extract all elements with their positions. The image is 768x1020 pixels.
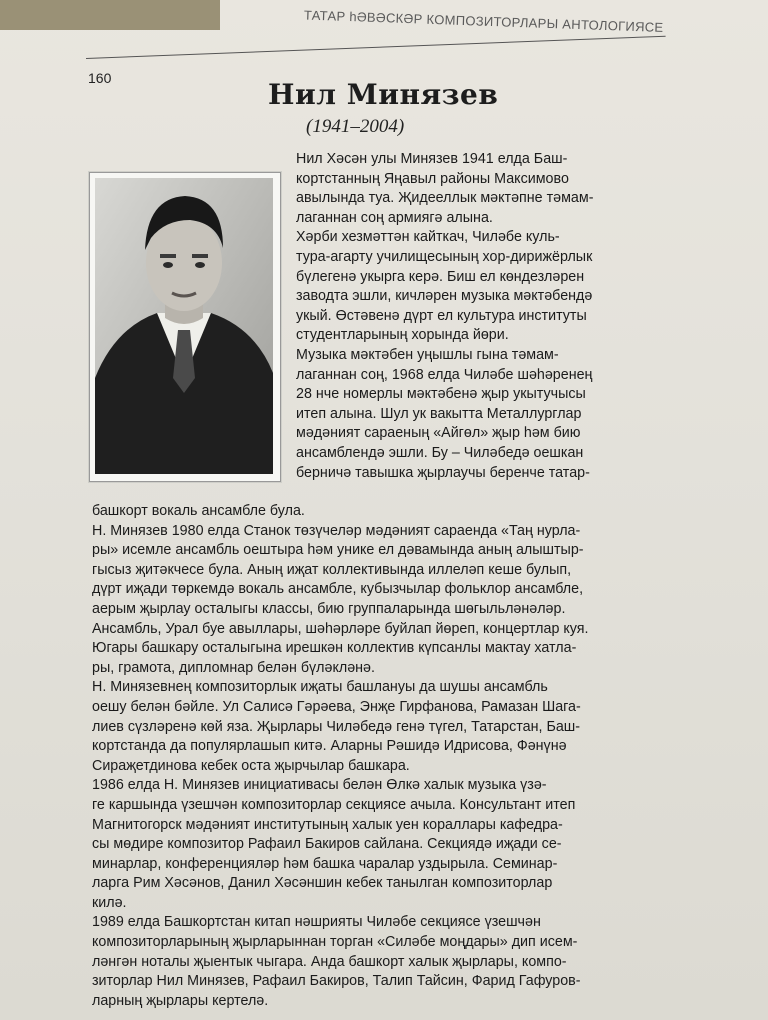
text-line: Ансамбль, Урал буе авыллары, шәһәрләре буйлап йөреп, концертлар куя. bbox=[92, 620, 589, 637]
text-line: Хәрби хезмәттән кайткач, Чиләбе куль- bbox=[296, 229, 560, 246]
text-line: лаганнан соң армиягә алына. bbox=[296, 209, 493, 226]
text-line: авылында туа. Җидееллык мәктәпне тәмам- bbox=[296, 190, 594, 207]
text-line: сы мөдире композитор Рафаил Бакиров сайлана. Секциядә иҗади се- bbox=[92, 836, 562, 853]
text-line: ларның җырлары кертелә. bbox=[92, 992, 269, 1009]
text-line: итеп алына. Шул ук вакытта Металлурглар bbox=[296, 405, 582, 422]
paragraph-block-right bbox=[296, 150, 593, 483]
text-line: килә. bbox=[92, 894, 127, 911]
text-line: ры» исемле ансамбль оештыра һәм уникe ел дәвамында аның алыштыр- bbox=[92, 542, 584, 559]
text-line: студентларының хорында йөри. bbox=[296, 327, 509, 344]
text-line: кортстанда да популярлашып китә. Аларны Рәшидә Идрисова, Фәнүнә bbox=[92, 738, 567, 755]
text-line: ләнгән ноталы җыентык чыгара. Анда башкорт халык җырлары, компо- bbox=[92, 953, 567, 970]
text-line: Музыка мәктәбен уңышлы гына тәмам- bbox=[296, 346, 559, 363]
text-line: лаганнан соң, 1968 елда Чиләбе шәһәренең bbox=[296, 366, 593, 383]
text-line: бүлегенә укырга керә. Биш ел көндезләрен bbox=[296, 268, 585, 285]
text-line: минарлар, конференцияләр һәм башка чаралар уздырыла. Семинар- bbox=[92, 855, 558, 872]
text-line: ге каршында үзешчән композиторлар секциясе ачыла. Консультант итеп bbox=[92, 796, 576, 813]
text-line: ларга Рим Хәсәнов, Данил Хәсәншин кебек танылган композиторлар bbox=[92, 875, 553, 892]
text-line: мәдәният сараеның «Айгөл» җыр һәм бию bbox=[296, 425, 581, 442]
text-line: композиторларының җырларыннан торган «Силәбе моңдары» дип исем- bbox=[92, 934, 578, 951]
text-line: 1986 елда Н. Минязев инициативасы белән Өлкә халык музыка үзә- bbox=[92, 777, 547, 794]
text-line: башкорт вокаль ансамбле була. bbox=[92, 503, 305, 519]
text-line: 28 нче номерлы мәктәбенә җыр укытучысы bbox=[296, 386, 586, 403]
text-line: Н. Минязев 1980 елда Станок төзүчеләр мәдәният сараенда «Таң нурла- bbox=[92, 522, 581, 539]
text-line: Сираҗетдинова кебек оста җырчылар башкара. bbox=[92, 757, 410, 774]
text-line: зиторлар Нил Минязев, Рафаил Бакиров, Талип Тайсин, Фарид Гафуров- bbox=[92, 973, 581, 990]
text-line: Югары башкару осталыгына ирешкән коллектив күпсанлы мактау хатла- bbox=[92, 640, 577, 657]
text-line: заводта эшли, кичләрен музыка мәктәбендә bbox=[296, 288, 593, 305]
paragraph-block-full bbox=[92, 502, 589, 1011]
text-line: берничә тавышка җырлаучы беренче татар- bbox=[296, 464, 590, 481]
table-background bbox=[0, 0, 220, 30]
text-line: укый. Өстәвенә дүрт ел культура институты bbox=[296, 307, 587, 324]
page-title: Нил Минязев bbox=[268, 78, 499, 111]
text-line: оешу белән бәйле. Ул Салисә Гәрәева, Энҗе Гирфанова, Рамазан Шага- bbox=[92, 698, 581, 715]
text-line: Н. Минязевнең композиторлык иҗаты башлануы да шушы ансамбль bbox=[92, 679, 548, 696]
running-head: ТАТАР һӘВӘСКӘР КОМПОЗИТОРЛАРЫ АНТОЛОГИЯСЕ bbox=[303, 7, 664, 35]
text-line: гысыз җитәкчесе була. Аның иҗат коллективында иллеләп кеше булып, bbox=[92, 561, 572, 578]
text-line: Нил Хәсән улы Минязев 1941 елда Баш- bbox=[296, 151, 568, 167]
text-line: Магнитогорск мәдәният институтының халык уен кораллары кафедра- bbox=[92, 816, 563, 833]
header-rule bbox=[86, 36, 666, 59]
portrait-photo bbox=[89, 172, 281, 482]
text-line: лиев сүзләренә көй яза. Җырлары Чиләбедә генә түгел, Татарстан, Баш- bbox=[92, 718, 581, 735]
text-line: дүрт иҗади төркемдә вокаль ансамбле, кубызчылар фольклор ансамбле, bbox=[92, 581, 584, 598]
text-line: 1989 елда Башкортстан китап нәшрияты Чиләбе секциясе үзешчән bbox=[92, 914, 541, 931]
text-line: ансамблендә эшли. Бу – Чиләбедә оешкан bbox=[296, 444, 584, 461]
portrait-photo-icon bbox=[95, 178, 273, 474]
life-dates: (1941–2004) bbox=[306, 116, 405, 137]
page-number: 160 bbox=[88, 70, 112, 86]
text-line: аерым җырлау осталыгы классы, бию группаларында шөгыльләнәләр. bbox=[92, 600, 566, 617]
text-line: тура-агарту училищесының хор-дирижёрлык bbox=[296, 248, 593, 265]
text-line: кортстанның Яңавыл районы Максимово bbox=[296, 170, 569, 187]
text-line: ры, грамота, дипломнар белән бүләкләнә. bbox=[92, 659, 375, 676]
